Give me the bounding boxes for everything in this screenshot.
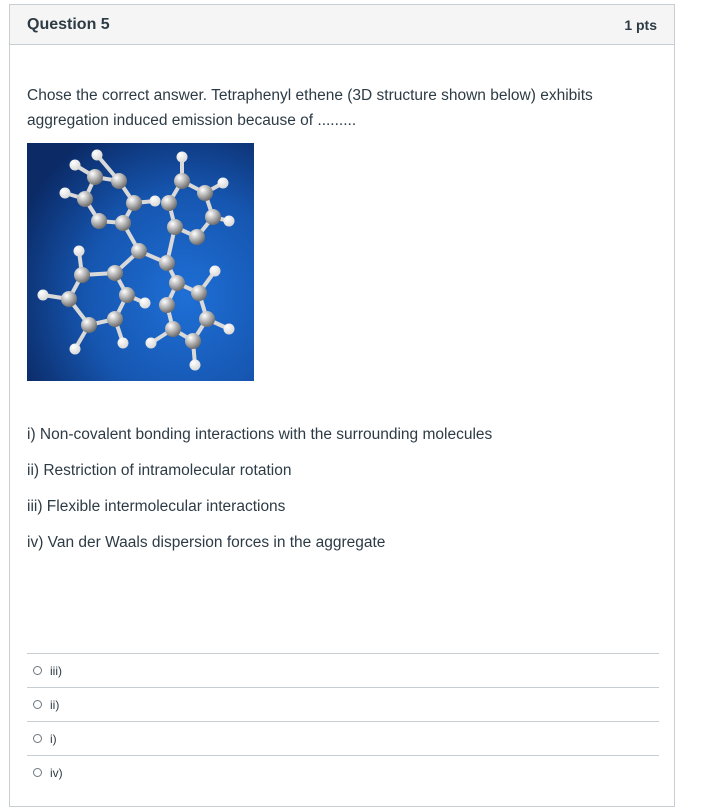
answer-options	[27, 653, 659, 789]
molecule-3d-structure-image	[27, 143, 254, 381]
answer-option-ii[interactable]	[27, 687, 659, 721]
answer-label: i)	[50, 731, 57, 746]
question-card	[9, 4, 675, 807]
statement-item: iv) Van der Waals dispersion forces in the aggregate	[27, 534, 386, 551]
answer-label: iii)	[50, 663, 62, 678]
answer-option-iv[interactable]	[27, 755, 659, 789]
radio-button[interactable]	[33, 666, 42, 675]
question-title: Question 5	[27, 15, 110, 33]
statement-list	[27, 425, 647, 569]
statement-item: i) Non-covalent bonding interactions with the surrounding molecules	[27, 426, 493, 443]
answer-option-iii[interactable]	[27, 653, 659, 687]
question-points: 1 pts	[624, 16, 657, 33]
radio-button[interactable]	[33, 700, 42, 709]
answer-option-i[interactable]	[27, 721, 659, 755]
radio-button[interactable]	[33, 734, 42, 743]
statement-item: iii) Flexible intermolecular interactions	[27, 498, 286, 515]
answer-label: ii)	[50, 697, 60, 712]
radio-button[interactable]	[33, 768, 42, 777]
statement-item: ii) Restriction of intramolecular rotation	[27, 462, 292, 479]
answer-label: iv)	[50, 765, 63, 780]
question-header	[10, 5, 674, 45]
question-prompt: Chose the correct answer. Tetraphenyl ethene (3D structure shown below) exhibits aggregation induced emission because of .........	[27, 87, 593, 129]
